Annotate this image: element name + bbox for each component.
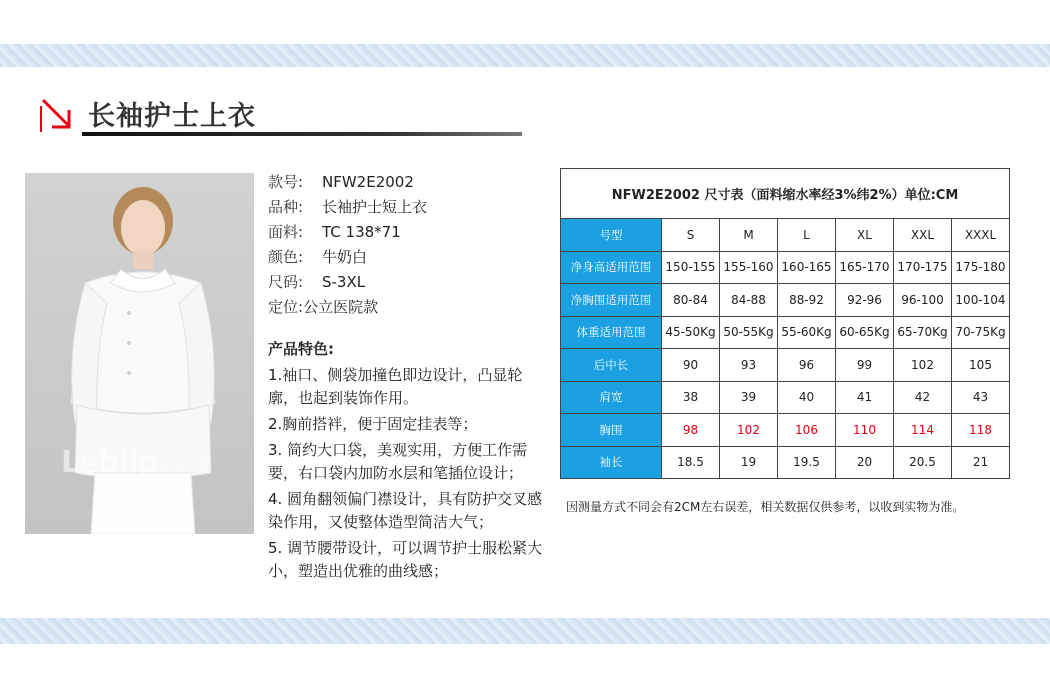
size-cell: 19.5: [778, 446, 836, 479]
size-cell: 43: [952, 381, 1010, 414]
info-row-style-no: 款号: NFW2E2002: [268, 173, 414, 191]
size-cell: 41: [836, 381, 894, 414]
size-cell: 114: [894, 414, 952, 447]
size-row-header: 袖长: [561, 446, 662, 479]
size-cell: XXL: [894, 219, 952, 252]
size-cell: 96: [778, 349, 836, 382]
size-row-header: 净身高适用范围: [561, 251, 662, 284]
page-title: 长袖护士上衣: [88, 101, 256, 132]
size-cell: 160-165: [778, 251, 836, 284]
size-cell: 21: [952, 446, 1010, 479]
size-cell: XXXL: [952, 219, 1010, 252]
brand-watermark: Lebilp乐倍康: [61, 445, 209, 480]
size-cell: 93: [720, 349, 778, 382]
info-row-fabric: 面料: TC 138*71: [268, 223, 401, 241]
size-cell: 99: [836, 349, 894, 382]
size-cell: 105: [952, 349, 1010, 382]
features-heading: 产品特色:: [268, 340, 334, 358]
arrow-down-right-icon: [38, 96, 74, 132]
size-row: [561, 414, 1010, 447]
size-cell: 106: [778, 414, 836, 447]
info-row-color: 颜色: 牛奶白: [268, 248, 368, 266]
bottom-decorative-band: [0, 618, 1050, 644]
size-cell: 98: [662, 414, 720, 447]
size-cell: 20.5: [894, 446, 952, 479]
product-photo: [25, 173, 254, 534]
size-cell: 39: [720, 381, 778, 414]
size-cell: 50-55Kg: [720, 316, 778, 349]
product-info: [268, 170, 558, 320]
size-cell: S: [662, 219, 720, 252]
size-cell: L: [778, 219, 836, 252]
feature-item: 5. 调节腰带设计，可以调节护士服松紧大小，塑造出优雅的曲线感；: [268, 539, 543, 580]
size-row-header: 净胸围适用范围: [561, 284, 662, 317]
info-row-positioning: 定位:公立医院款: [268, 298, 379, 316]
size-cell: 92-96: [836, 284, 894, 317]
size-row-header: 体重适用范围: [561, 316, 662, 349]
feature-item: 3. 简约大口袋，美观实用，方便工作需要，右口袋内加防水层和笔插位设计；: [268, 441, 528, 482]
size-cell: 170-175: [894, 251, 952, 284]
size-cell: 100-104: [952, 284, 1010, 317]
size-cell: 55-60Kg: [778, 316, 836, 349]
size-cell: 80-84: [662, 284, 720, 317]
size-cell: 70-75Kg: [952, 316, 1010, 349]
size-row: [561, 219, 1010, 252]
size-cell: 150-155: [662, 251, 720, 284]
size-cell: 96-100: [894, 284, 952, 317]
size-chart-caption: NFW2E2002 尺寸表（面料缩水率经3%纬2%）单位:CM: [561, 169, 1010, 219]
size-cell: 88-92: [778, 284, 836, 317]
size-cell: 60-65Kg: [836, 316, 894, 349]
size-cell: 40: [778, 381, 836, 414]
size-row: [561, 381, 1010, 414]
size-row-header: 胸围: [561, 414, 662, 447]
size-cell: 175-180: [952, 251, 1010, 284]
size-row-header: 号型: [561, 219, 662, 252]
features-list: [268, 364, 548, 586]
size-cell: XL: [836, 219, 894, 252]
info-row-size: 尺码: S-3XL: [268, 273, 366, 291]
size-cell: 155-160: [720, 251, 778, 284]
size-row-header: 肩宽: [561, 381, 662, 414]
size-row: [561, 316, 1010, 349]
feature-item: 4. 圆角翻领偏门襟设计，具有防护交叉感染作用，又使整体造型简洁大气；: [268, 490, 543, 531]
size-row: [561, 284, 1010, 317]
info-row-variety: 品种: 长袖护士短上衣: [268, 198, 428, 216]
size-cell: 18.5: [662, 446, 720, 479]
size-row-header: 后中长: [561, 349, 662, 382]
size-cell: 42: [894, 381, 952, 414]
top-decorative-band: [0, 44, 1050, 67]
feature-item: 2.胸前搭袢，便于固定挂表等；: [268, 415, 478, 433]
feature-item: 1.袖口、侧袋加撞色即边设计，凸显轮廓，也起到装饰作用。: [268, 366, 523, 407]
size-cell: 165-170: [836, 251, 894, 284]
title-underline: [82, 132, 522, 136]
size-cell: 45-50Kg: [662, 316, 720, 349]
size-cell: 118: [952, 414, 1010, 447]
title-block: [38, 90, 484, 138]
size-cell: M: [720, 219, 778, 252]
size-cell: 20: [836, 446, 894, 479]
size-cell: 19: [720, 446, 778, 479]
size-chart-table: [560, 168, 1010, 479]
size-cell: 102: [894, 349, 952, 382]
size-row: [561, 349, 1010, 382]
measurement-note: 因测量方式不同会有2CM左右误差，相关数据仅供参考，以收到实物为准。: [566, 500, 965, 514]
size-cell: 102: [720, 414, 778, 447]
size-cell: 110: [836, 414, 894, 447]
size-cell: 84-88: [720, 284, 778, 317]
size-row: [561, 251, 1010, 284]
size-cell: 65-70Kg: [894, 316, 952, 349]
size-cell: 90: [662, 349, 720, 382]
size-cell: 38: [662, 381, 720, 414]
size-row: [561, 446, 1010, 479]
